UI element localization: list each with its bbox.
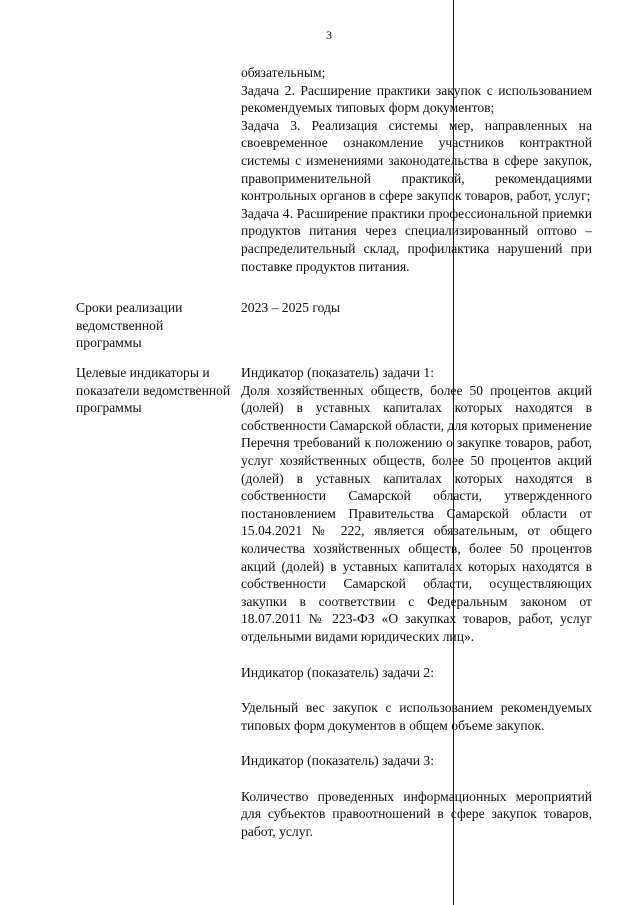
indicator-2-text: Удельный вес закупок с использованием рекомендуемых типовых форм документов в общем объеме закупок. bbox=[241, 700, 592, 733]
indicator-3-text: Количество проведенных информационных мероприятий для субъектов правоотношений в сфере закупок товаров, работ, услуг. bbox=[241, 788, 592, 840]
terms-value-text: 2023 – 2025 годы bbox=[241, 300, 341, 315]
terms-label bbox=[76, 299, 231, 352]
terms-label-text: Сроки реализации ведомственной программы bbox=[76, 300, 183, 351]
task-3: Задача 3. Реализация системы мер, направленных на своевременное ознакомление участников контрактной системы с изменениями законодательства в сфере закупок, правоприменительной практикой, рекомендациями контрольных органов в сфере закупок товаров, работ, услуг; bbox=[241, 117, 592, 204]
task-2: Задача 2. Расширение практики закупок с использованием рекомендуемых типовых форм документов; bbox=[241, 82, 592, 116]
page-number: 3 bbox=[326, 28, 332, 42]
indicator-2-heading: Индикатор (показатель) задачи 2: bbox=[241, 664, 434, 680]
tasks-block bbox=[241, 64, 592, 275]
indicator-3-heading: Индикатор (показатель) задачи 3: bbox=[241, 753, 434, 769]
indicators-label bbox=[76, 364, 231, 417]
tasks-continuation: обязательным; bbox=[241, 65, 326, 80]
indicator-1-heading: Индикатор (показатель) задачи 1: bbox=[241, 365, 434, 380]
indicators-label-text: Целевые индикаторы и показатели ведомственной программы bbox=[76, 365, 231, 416]
indicators-block bbox=[241, 364, 592, 841]
terms-value bbox=[241, 299, 592, 317]
task-4: Задача 4. Расширение практики профессиональной приемки продуктов питания через специализированный оптово – распределительный склад, профилактика нарушений при поставке продуктов питания. bbox=[241, 205, 592, 274]
indicator-1-text: Доля хозяйственных обществ, более 50 процентов акций (долей) в уставных капиталах которых находятся в собственности Самарской области, для которых применение Перечня требований к положению о закупке товаров, работ, услуг хозяйственных обществ, более 50 процентов акций (долей) в уставных капиталах которых находятся в собственности Самарской области, утвержденного постановлением Правительства Самарской области от 15.04.2021 № 222, является обязательным, от общего количества хозяйственных обществ, более 50 процентов акций (долей) в уставных капиталах которых находятся в собственности Самарской области, осуществляющих закупки в соответствии с Федеральным законом от 18.07.2011 № 223-ФЗ «О закупках товаров, работ, услуг отдельными видами юридических лиц». bbox=[241, 382, 592, 644]
